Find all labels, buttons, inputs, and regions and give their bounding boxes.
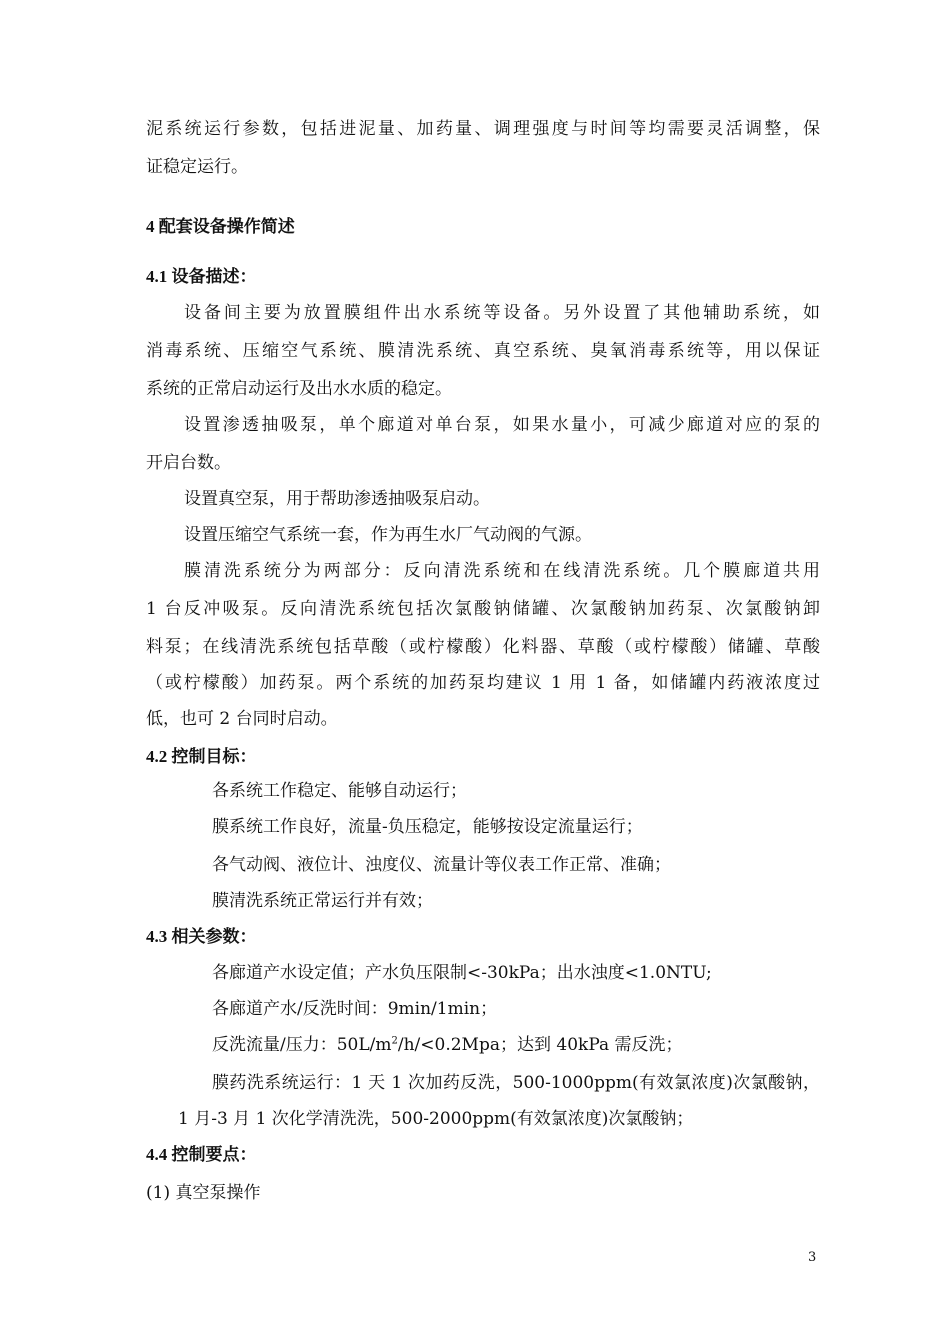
list-item: 膜清洗系统正常运行并有效； bbox=[212, 891, 433, 911]
subsection-heading: 4.3 相关参数： bbox=[146, 927, 257, 946]
paragraph-line: 设置渗透抽吸泵，单个廊道对单台泵，如果水量小，可减少廊道对应的泵的 bbox=[184, 415, 820, 435]
paragraph-line: 开启台数。 bbox=[146, 453, 231, 473]
param-text: /h/<0.2Mpa；达到 40kPa 需反洗； bbox=[397, 1035, 683, 1055]
paragraph-line: 证稳定运行。 bbox=[146, 157, 248, 177]
page-number: 3 bbox=[808, 1250, 817, 1265]
list-item: 各廊道产水/反洗时间：9min/1min； bbox=[212, 999, 498, 1019]
paragraph-line: 料泵；在线清洗系统包括草酸（或柠檬酸）化料器、草酸（或柠檬酸）储罐、草酸 bbox=[146, 637, 820, 657]
list-item: 1 月-3 月 1 次化学清洗洗，500-2000ppm(有效氯浓度)次氯酸钠； bbox=[178, 1109, 694, 1129]
list-item: (1) 真空泵操作 bbox=[146, 1183, 261, 1203]
paragraph-line: 1 台反冲吸泵。反向清洗系统包括次氯酸钠储罐、次氯酸钠加药泵、次氯酸钠卸 bbox=[146, 599, 820, 619]
list-item: 各廊道产水设定值；产水负压限制<-30kPa；出水浊度<1.0NTU; bbox=[212, 963, 712, 983]
list-item: 膜系统工作良好，流量-负压稳定，能够按设定流量运行； bbox=[212, 817, 643, 837]
section-heading: 4 配套设备操作简述 bbox=[146, 217, 295, 236]
subsection-heading: 4.1 设备描述： bbox=[146, 267, 257, 286]
list-item: 各系统工作稳定、能够自动运行； bbox=[212, 781, 467, 801]
paragraph-line: 设备间主要为放置膜组件出水系统等设备。另外设置了其他辅助系统，如 bbox=[184, 303, 820, 323]
paragraph-line: 膜清洗系统分为两部分：反向清洗系统和在线清洗系统。几个膜廊道共用 bbox=[184, 561, 820, 581]
list-item: 膜药洗系统运行：1 天 1 次加药反洗，500-1000ppm(有效氯浓度)次氯酸钠， bbox=[212, 1073, 820, 1093]
paragraph-line: 系统的正常启动运行及出水水质的稳定。 bbox=[146, 379, 452, 399]
subsection-heading: 4.2 控制目标： bbox=[146, 747, 257, 766]
paragraph-line: 泥系统运行参数，包括进泥量、加药量、调理强度与时间等均需要灵活调整，保 bbox=[146, 119, 820, 139]
list-item: 各气动阀、液位计、浊度仪、流量计等仪表工作正常、准确； bbox=[212, 855, 671, 875]
paragraph-line: （或柠檬酸）加药泵。两个系统的加药泵均建议 1 用 1 备，如储罐内药液浓度过 bbox=[146, 673, 820, 693]
list-item bbox=[212, 1034, 820, 1056]
subsection-heading: 4.4 控制要点： bbox=[146, 1145, 257, 1164]
paragraph-line: 低，也可 2 台同时启动。 bbox=[146, 709, 338, 729]
paragraph-line: 消毒系统、压缩空气系统、膜清洗系统、真空系统、臭氧消毒系统等，用以保证 bbox=[146, 341, 820, 361]
paragraph-line: 设置压缩空气系统一套，作为再生水厂气动阀的气源。 bbox=[184, 525, 592, 545]
superscript: 2 bbox=[391, 1035, 398, 1047]
param-text: 反洗流量/压力：50L/m bbox=[212, 1035, 392, 1055]
paragraph-line: 设置真空泵，用于帮助渗透抽吸泵启动。 bbox=[184, 489, 490, 509]
